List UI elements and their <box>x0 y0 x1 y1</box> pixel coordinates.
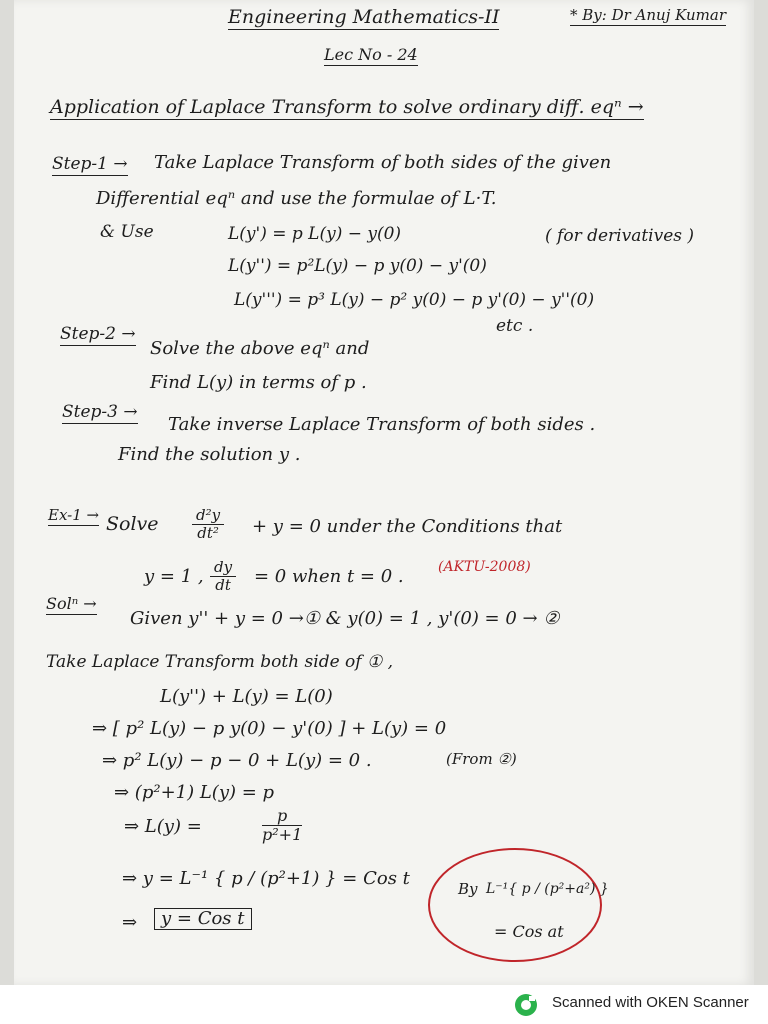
solve-word: Solve <box>106 513 159 535</box>
note-formula: L⁻¹{ p / (p²+a²) } <box>486 881 609 897</box>
take-laplace-line: Take Laplace Transform both side of ① , <box>46 652 394 672</box>
lecture-number: Lec No - 24 <box>324 45 418 64</box>
condition-rest: = 0 when t = 0 . <box>254 566 404 587</box>
author-credit: * By: Dr Anuj Kumar <box>570 6 726 24</box>
final-arrow: ⇒ <box>122 912 138 933</box>
course-title: Engineering Mathematics-II <box>228 6 500 28</box>
p-over-p2-plus-1 <box>262 808 302 843</box>
scanner-watermark: Scanned with OKEN Scanner <box>552 994 749 1011</box>
note-by: By <box>458 880 478 898</box>
example-equation: + y = 0 under the Conditions that <box>252 516 563 537</box>
solution-label: Solⁿ → <box>46 594 97 613</box>
d2y-dt2-fraction <box>192 508 224 541</box>
notebook-page <box>14 0 754 985</box>
aktu-reference: (AKTU-2008) <box>438 559 531 575</box>
fraction-numerator: d²y <box>192 508 224 525</box>
topic-heading: Application of Laplace Transform to solve ordinary diff. eqⁿ → <box>50 96 644 118</box>
step1-line1: Take Laplace Transform of both sides of the given <box>154 152 612 173</box>
given-line: Given y'' + y = 0 →① & y(0) = 1 , y'(0) = 0 → ② <box>130 608 560 629</box>
fraction-denominator: dt² <box>197 524 219 542</box>
solution-line3: ⇒ p² L(y) − p − 0 + L(y) = 0 . <box>102 750 372 771</box>
example-label: Ex-1 → <box>48 506 100 524</box>
step2-line2: Find L(y) in terms of p . <box>150 372 367 393</box>
formula-first-derivative: L(y') = p L(y) − y(0) <box>228 224 402 244</box>
step1-line2: Differential eqⁿ and use the formulae of L·T. <box>96 188 497 209</box>
formula-third-derivative: L(y''') = p³ L(y) − p² y(0) − p y'(0) − y''(0) <box>234 290 595 310</box>
p2plus1-denominator: p²+1 <box>262 825 303 844</box>
step3-line1: Take inverse Laplace Transform of both sides . <box>168 414 596 435</box>
red-circled-note <box>428 848 602 962</box>
solution-line4: ⇒ (p²+1) L(y) = p <box>114 782 275 803</box>
oken-scanner-logo-icon <box>514 993 538 1017</box>
solution-line5: ⇒ L(y) = <box>124 816 202 837</box>
step2-label: Step-2 → <box>60 324 136 344</box>
solution-line1: L(y'') + L(y) = L(0) <box>160 686 333 707</box>
solution-line2: ⇒ [ p² L(y) − p y(0) − y'(0) ] + L(y) = 0 <box>92 718 447 739</box>
etc-text: etc . <box>496 316 534 336</box>
from-note: (From ②) <box>446 750 517 768</box>
formula-note: ( for derivatives ) <box>545 226 695 246</box>
step3-label: Step-3 → <box>62 402 138 422</box>
note-result: = Cos at <box>494 922 564 941</box>
p-numerator: p <box>262 808 302 826</box>
formula-second-derivative: L(y'') = p²L(y) − p y(0) − y'(0) <box>228 256 487 276</box>
solution-line6: ⇒ y = L⁻¹ { p / (p²+1) } = Cos t <box>122 868 410 889</box>
dt-denominator: dt <box>215 576 231 594</box>
dy-dt-fraction <box>210 560 236 593</box>
step2-line1: Solve the above eqⁿ and <box>150 338 370 359</box>
dy-numerator: dy <box>210 560 236 577</box>
step3-line2: Find the solution y . <box>118 444 301 465</box>
final-answer-box: y = Cos t <box>154 908 252 930</box>
condition-y: y = 1 , <box>144 566 204 587</box>
use-label: & Use <box>100 222 154 242</box>
step1-label: Step-1 → <box>52 154 128 174</box>
